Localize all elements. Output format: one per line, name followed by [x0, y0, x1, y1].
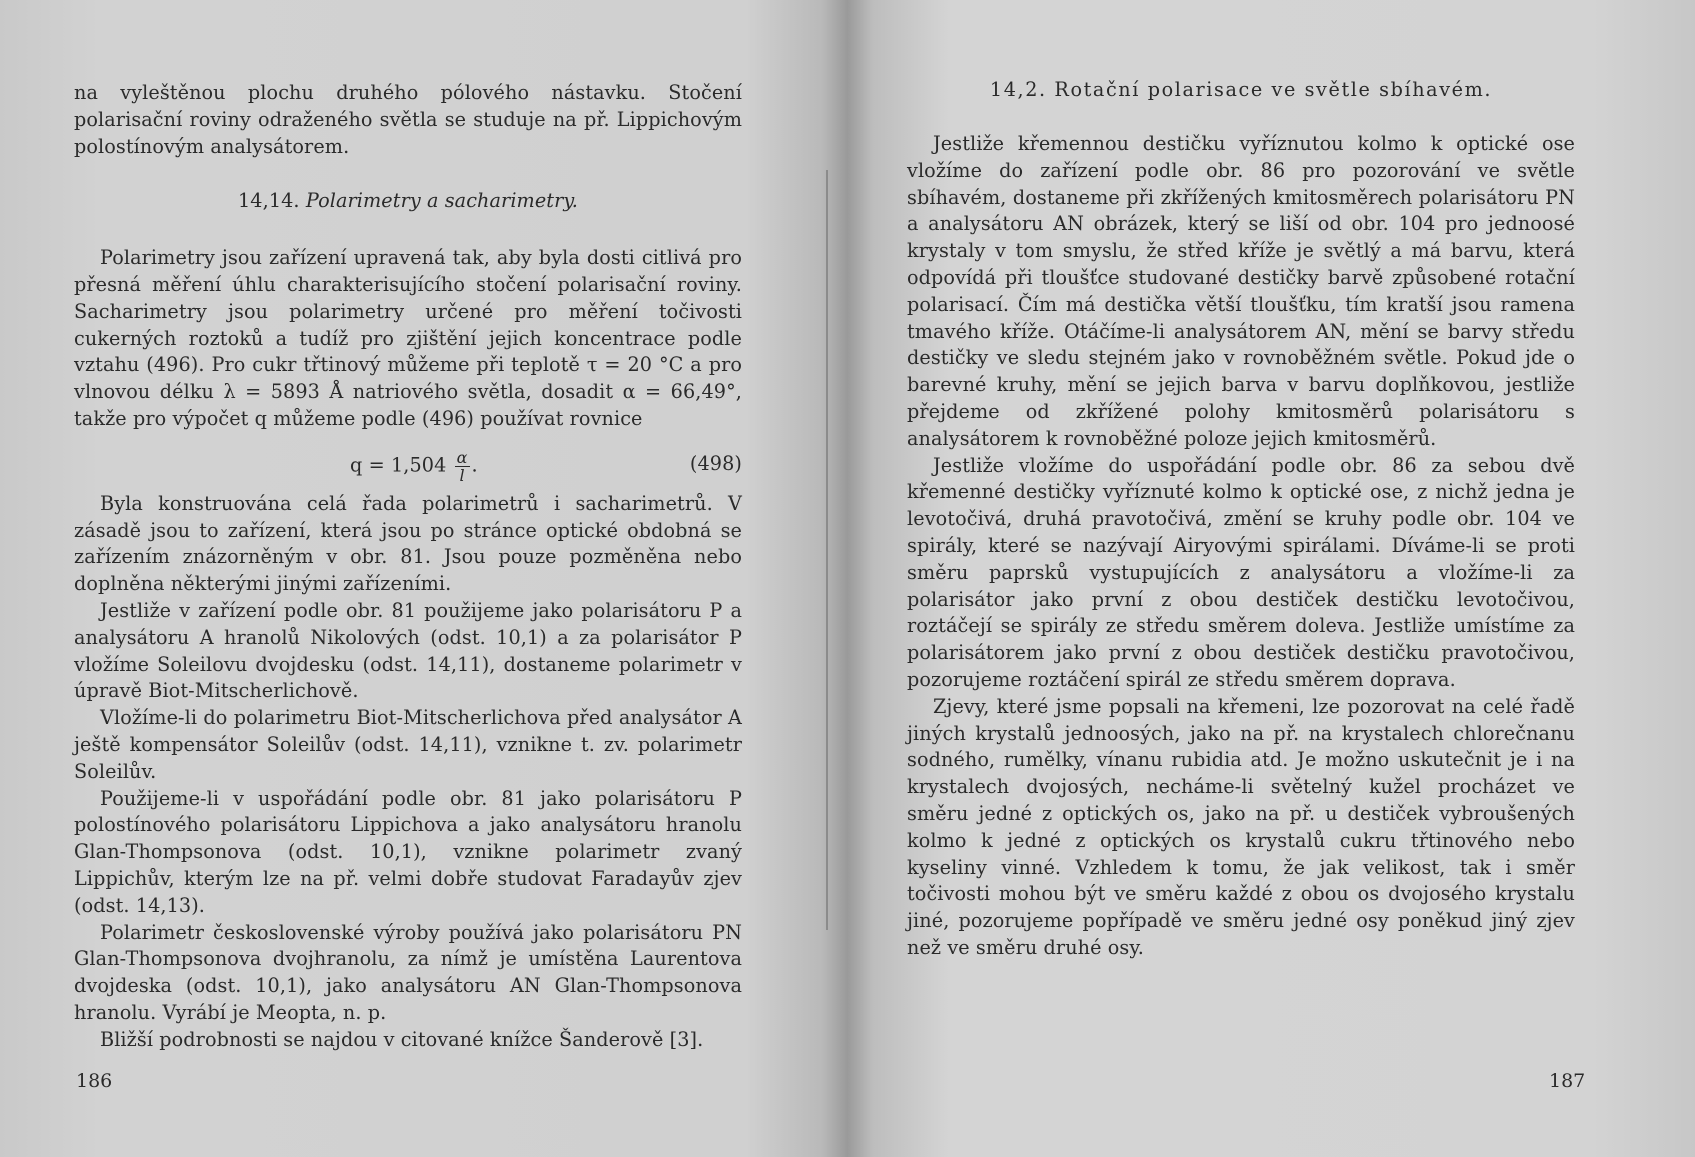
- paragraph-lippich: Použijeme-li v uspořádání podle obr. 81 jako polarisátoru P polostínového polarisátoru Lippichova a jako analysátoru hranolu Glan-Thompsonova (odst. 10,1), vznikne polarimetr zvaný Lippichův, kterým lze na př. velmi dobře studovat Faradayův zjev (odst. 14,13).: [74, 786, 742, 917]
- page-number-right: 187: [1549, 1070, 1586, 1092]
- equation-denominator: l: [459, 465, 465, 485]
- section-title: Polarimetry a sacharimetry.: [305, 189, 578, 213]
- running-head: 14,2. Rotační polarisace ve světle sbíhavém.: [989, 78, 1493, 101]
- paragraph-references: Bližší podrobnosti se najdou v citované knížce Šanderově [3].: [100, 1027, 704, 1051]
- paragraph-construction: Byla konstruována celá řada polarimetrů i sacharimetrů. V zásadě jsou to zařízení, která jsou po stránce optické obdobná se zařízením znázorněným v obr. 81. Jsou pouze pozměněna nebo doplněna některými jinými zařízeními.: [74, 491, 742, 596]
- paragraph-polarimetry: Polarimetry jsou zařízení upravená tak, aby byla dosti citlivá pro přesná měření úhlu charakterisujícího stočení polarisační roviny. Sacharimetry jsou polarimetry určené pro měření točivosti cukerných roztoků a tudíž pro zjištění jejich koncentrace podle vztahu (496). Pro cukr třtinový můžeme při teplotě τ = 20 °C a pro vlnovou délku λ = 5893 Å natriového světla, dosadit α = 66,49°, takže pro výpočet q můžeme podle (496) používat rovnice: [74, 246, 742, 430]
- right-page-text: [907, 131, 1575, 962]
- left-page-text: [74, 80, 742, 1054]
- equation-498: [74, 439, 742, 491]
- left-page: [0, 0, 820, 1157]
- paragraph-intro: na vyleštěnou plochu druhého pólového nástavku. Stočení polarisační roviny odraženého světla se studuje na př. Lippichovým polostínovým analysátorem.: [74, 81, 742, 158]
- equation-lhs: q = 1,504: [350, 453, 447, 477]
- equation-fraction: [455, 449, 470, 484]
- paragraph-quartz: Jestliže křemennou destičku vyříznutou kolmo k optické ose vložíme do zařízení podle obr. 86 pro pozorování ve světle sbíhavém, dostaneme při zkřížených kmitosměrech polarisátoru PN a analysátoru AN obrázek, který se liší od obr. 104 pro jednoosé krystaly v tom smyslu, že střed kříže je světlý a má barvu, která odpovídá při tloušťce studované destičky barvě způsobené rotační polarisací. Čím má destička větší tloušťku, tím kratší jsou ramena tmavého kříže. Otáčíme-li analysátorem AN, mění se barvy středu destičky ve sledu stejném jako v rovnoběžném světle. Pokud jde o barevné kruhy, mění se jejich barva v barvu doplňkovou, jestliže přejdeme od zkřížené polohy kmitosměrů polarisátoru s analysátorem k rovnoběžné poloze jejich kmitosměrů.: [907, 132, 1575, 450]
- paragraph-biot: Jestliže v zařízení podle obr. 81 použijeme jako polarisátoru P a analysátoru A hranolů Nikolových (odst. 10,1) a za polarisátor P vložíme Soleilovu dvojdesku (odst. 14,11), dostaneme polarimetr v úpravě Biot-Mitscherlichově.: [74, 598, 742, 703]
- paragraph-crystals: Zjevy, které jsme popsali na křemeni, lze pozorovat na celé řadě jiných krystalů jednoosých, jako na př. na krystalech chlorečnanu sodného, rumělky, vínanu rubidia atd. Je možno uskutečnit je i na krystalech dvojosých, necháme-li světelný kužel procházet ve směru jedné z optických os, jako na př. u destiček vybroušených kolmo k jedné z optických os krystalů cukru třtinového nebo kyseliny vinné. Vzhledem k tomu, že jak velikost, tak i směr točivosti mohou být ve směru každé z obou os dvojosého krystalu jiné, pozorujeme popřípadě ve směru jedné osy poněkud jiný zjev než ve směru druhé osy.: [907, 694, 1575, 959]
- equation-numerator: α: [456, 447, 468, 467]
- section-number: 14,14.: [238, 189, 300, 213]
- equation-tail: .: [471, 453, 478, 477]
- paragraph-meopta: Polarimetr československé výroby používá jako polarisátoru PN Glan-Thompsonova dvojhranolu, za nímž je umístěna Laurentova dvojdeska (odst. 10,1), jako analysátoru AN Glan-Thompsonova hranolu. Vyrábí je Meopta, n. p.: [74, 920, 742, 1024]
- page-number-left: 186: [76, 1070, 113, 1092]
- paragraph-soleil: Vložíme-li do polarimetru Biot-Mitscherlichova před analysátor A ještě kompensátor Soleilův (odst. 14,11), vznikne t. zv. polarimetr Soleilův.: [74, 706, 742, 783]
- equation-number: (498): [689, 451, 742, 475]
- section-heading: [74, 188, 742, 215]
- paragraph-airy: Jestliže vložíme do uspořádání podle obr. 86 za sebou dvě křemenné destičky vyříznuté kolmo k optické ose, z nichž jedna je levotočivá, druhá pravotočivá, změní se kruhy podle obr. 104 ve spirály, které se nazývají Airyovými spirálami. Díváme-li se proti směru paprsků vystupujících z analysátoru a vložíme-li za polarisátor jako první z obou destiček destičku levotočivou, roztáčejí se spirály ze středu směrem doleva. Jestliže umístíme za polarisátorem jako první z obou destiček destičku pravotočivou, pozorujeme roztáčení spirál ze středu směrem doprava.: [907, 453, 1575, 691]
- equation-formula: [350, 449, 478, 484]
